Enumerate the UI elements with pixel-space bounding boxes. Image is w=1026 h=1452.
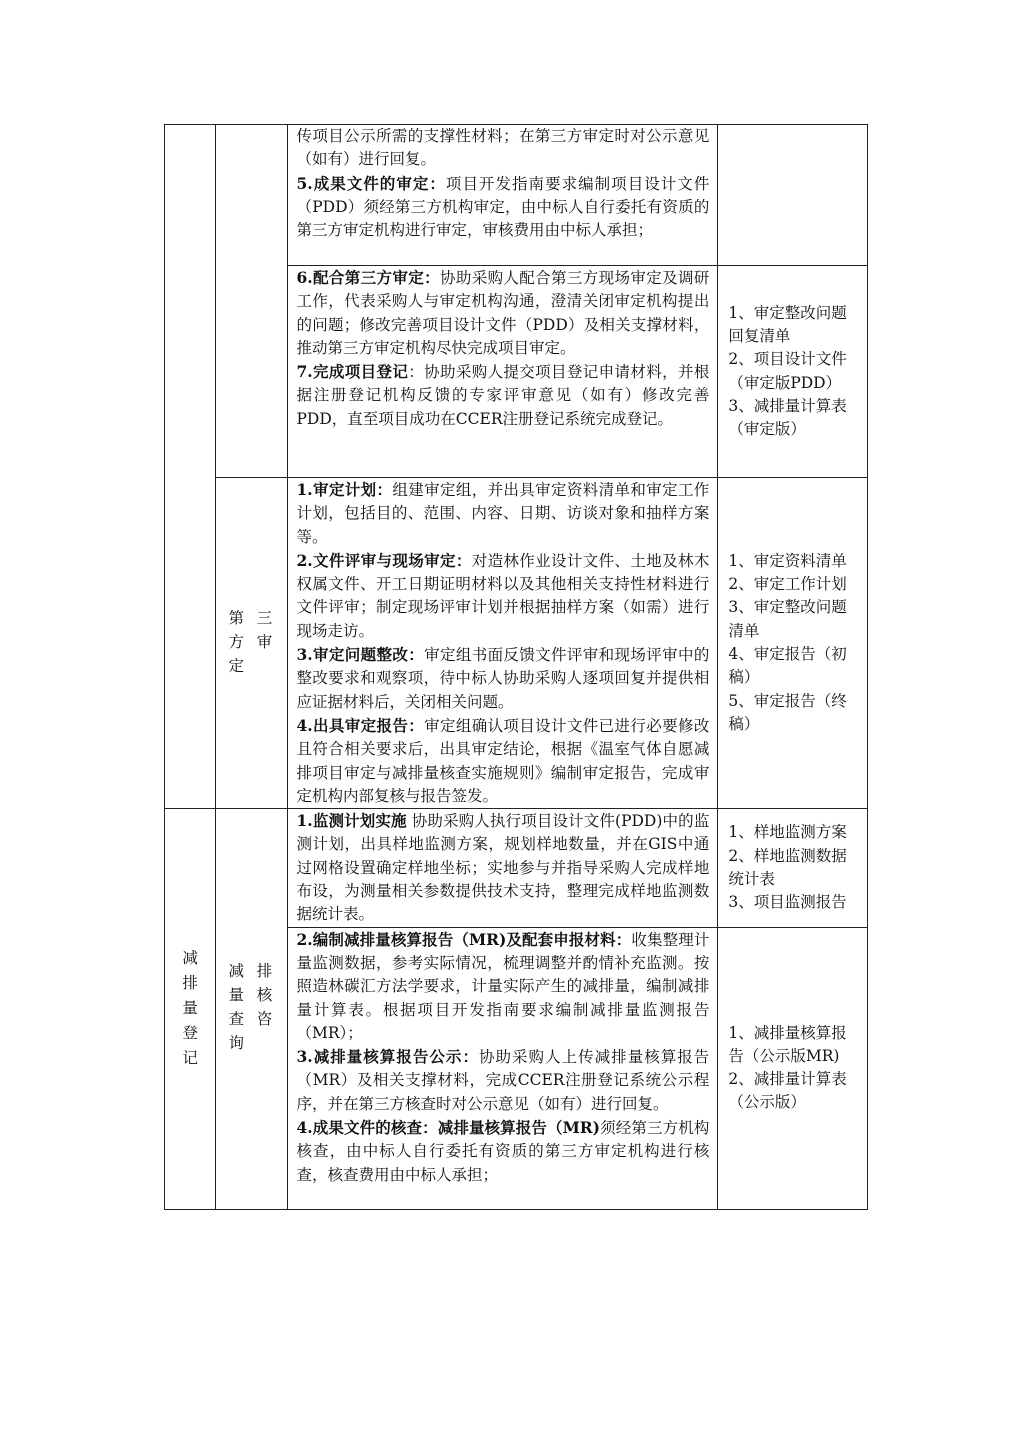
- phase-char: 排: [182, 974, 198, 993]
- table-row: [165, 125, 868, 266]
- stage-label: [216, 606, 286, 681]
- phase-cell: [165, 809, 216, 1209]
- stage-char: 询: [228, 1033, 244, 1052]
- output-item: 2、减排量计算表（公示版）: [728, 1070, 847, 1112]
- description-cell: [287, 266, 718, 478]
- output-cell: [718, 927, 868, 1209]
- item-title: 2.文件评审与现场审定：: [296, 550, 472, 570]
- description-cell: [287, 809, 718, 927]
- stage-cell: [216, 809, 287, 1209]
- item-2: [297, 549, 710, 643]
- output-cell: [718, 266, 868, 478]
- phase-char: 减: [182, 949, 198, 968]
- output-item: 1、审定整改问题回复清单: [728, 303, 847, 345]
- item-7: [297, 360, 710, 431]
- stage-char: 三: [256, 608, 273, 627]
- phase-char: 登: [182, 1024, 198, 1043]
- item-5: [297, 172, 710, 243]
- output-item: 1、减排量核算报告（公示版MR): [728, 1023, 847, 1065]
- output-cell-empty: [718, 125, 868, 266]
- stage-cell-empty: [216, 125, 287, 478]
- output-item: 1、样地监测方案: [728, 823, 847, 842]
- description-cell: [287, 125, 718, 266]
- item-text: 协助采购人上传减排量核算报告（MR）及相关支撑材料，完成CCER注册登记系统公示程序，并在第三方核查时对公示意见（如有）进行回复。: [296, 1048, 710, 1113]
- description-cell: [287, 927, 718, 1209]
- stage-char: 咨: [256, 1009, 273, 1028]
- stage-char: 方: [228, 632, 244, 651]
- item-text: 协助采购人配合第三方现场审定及调研工作，代表采购人与审定机构沟通，澄清关闭审定机构提出的问题；修改完善项目设计文件（PDD）及相关支撑材料，推动第三方审定机构尽快完成项目审定。: [296, 269, 710, 357]
- stage-char: 核: [256, 985, 273, 1004]
- item-title: 4.出具审定报告：: [296, 715, 425, 735]
- item-title: 2.编制减排量核算报告（MR)及配套申报材料：: [296, 929, 632, 949]
- item-title: 3.减排量核算报告公示：: [296, 1047, 479, 1067]
- stage-char: 排: [256, 961, 273, 980]
- work-plan-table: [164, 124, 868, 1210]
- item-1: [297, 478, 710, 549]
- stage-char: 定: [228, 656, 244, 675]
- item-text: 审定组书面反馈文件评审和现场评审中的整改要求和观察项，待中标人协助采购人逐项回复并提供相应证据材料后，关闭相关问题。: [296, 646, 710, 711]
- item-4: [297, 714, 710, 808]
- output-item: 2、样地监测数据统计表: [728, 846, 847, 888]
- stage-char: 减: [228, 961, 244, 980]
- item-text: 对造林作业设计文件、土地及林木权属文件、开工日期证明材料以及其他相关支持性材料进行文件评审；制定现场评审计划并根据抽样方案（如需）进行现场走访。: [296, 551, 710, 640]
- output-item: 3、减排量计算表（审定版）: [728, 396, 847, 439]
- stage-char: 第: [228, 608, 244, 627]
- phase-char: 记: [182, 1049, 198, 1068]
- phase-cell-empty: [165, 125, 216, 809]
- output-item: 4、审定报告（初稿）: [728, 645, 847, 687]
- item-title: 5.成果文件的审定：: [296, 173, 446, 193]
- item-title: 6.配合第三方审定：: [296, 268, 440, 287]
- item-title: 1.审定计划：: [296, 480, 393, 499]
- output-cell: [718, 478, 868, 809]
- item-2: [297, 928, 710, 1045]
- output-item: 5、审定报告（终稿）: [728, 691, 847, 733]
- item-6: [297, 266, 710, 360]
- item-text: 须经第三方机构核查，由中标人自行委托有资质的第三方审定机构进行核查，核查费用由中标人承担；: [296, 1119, 710, 1184]
- output-item: 3、审定整改问题清单: [728, 598, 847, 640]
- item-title: 7.完成项目登记: [296, 362, 409, 382]
- description-cell: [287, 478, 718, 809]
- item-text: 组建审定组，并出具审定资料清单和审定工作计划，包括目的、范围、内容、日期、访谈对象和抽样方案等。: [296, 481, 710, 546]
- description-text: 传项目公示所需的支撑性材料；在第三方审定时对公示意见（如有）进行回复。: [296, 127, 710, 169]
- phase-char: 量: [182, 999, 198, 1018]
- output-item: 1、审定资料清单: [728, 551, 847, 570]
- item-title: 1.监测计划实施: [296, 811, 407, 831]
- item-text: 收集整理计量监测数据，参考实际情况，梳理调整并酌情补充监测。按照造林碳汇方法学要求，计量实际产生的减排量，编制减排量计算表。根据项目开发指南要求编制减排量监测报告（MR）；: [296, 930, 710, 1042]
- table-row: [165, 478, 868, 809]
- stage-char: 审: [256, 632, 273, 651]
- item-3: [297, 643, 710, 714]
- stage-label: [216, 959, 286, 1059]
- item-title: 4.成果文件的核查：减排量核算报告（MR): [296, 1118, 601, 1138]
- item-title: 3.审定问题整改：: [296, 645, 425, 665]
- item-4: [297, 1116, 710, 1187]
- item-1: [297, 809, 710, 926]
- item-text: 项目开发指南要求编制项目设计文件（PDD）须经第三方机构审定，由中标人自行委托有资质的第三方审定机构进行审定，审核费用由中标人承担；: [296, 174, 710, 240]
- item-text: 审定组确认项目设计文件已进行必要修改且符合相关要求后，出具审定结论，根据《温室气体自愿减排项目审定与减排量核查实施规则》编制审定报告，完成审定机构内部复核与报告签发。: [296, 716, 710, 805]
- item-3: [297, 1045, 710, 1116]
- output-item: 2、项目设计文件（审定版PDD）: [728, 350, 847, 392]
- stage-char: 查: [228, 1009, 244, 1028]
- item-text: ：协助采购人提交项目登记申请材料，并根据注册登记机构反馈的专家评审意见（如有）修改完善PDD，直至项目成功在CCER注册登记系统完成登记。: [296, 363, 710, 428]
- table-row: [165, 809, 868, 927]
- output-item: 2、审定工作计划: [728, 575, 847, 594]
- output-cell: [718, 809, 868, 927]
- stage-char: 量: [228, 985, 244, 1004]
- stage-cell: [216, 478, 287, 809]
- output-item: 3、项目监测报告: [728, 893, 847, 912]
- item-text: 协助采购人执行项目设计文件(PDD)中的监测计划，出具样地监测方案，规划样地数量，并在GIS中通过网格设置确定样地坐标；实地参与并指导采购人完成样地布设，为测量相关参数提供技术支持，整理完成样地监测数据统计表。: [296, 812, 710, 924]
